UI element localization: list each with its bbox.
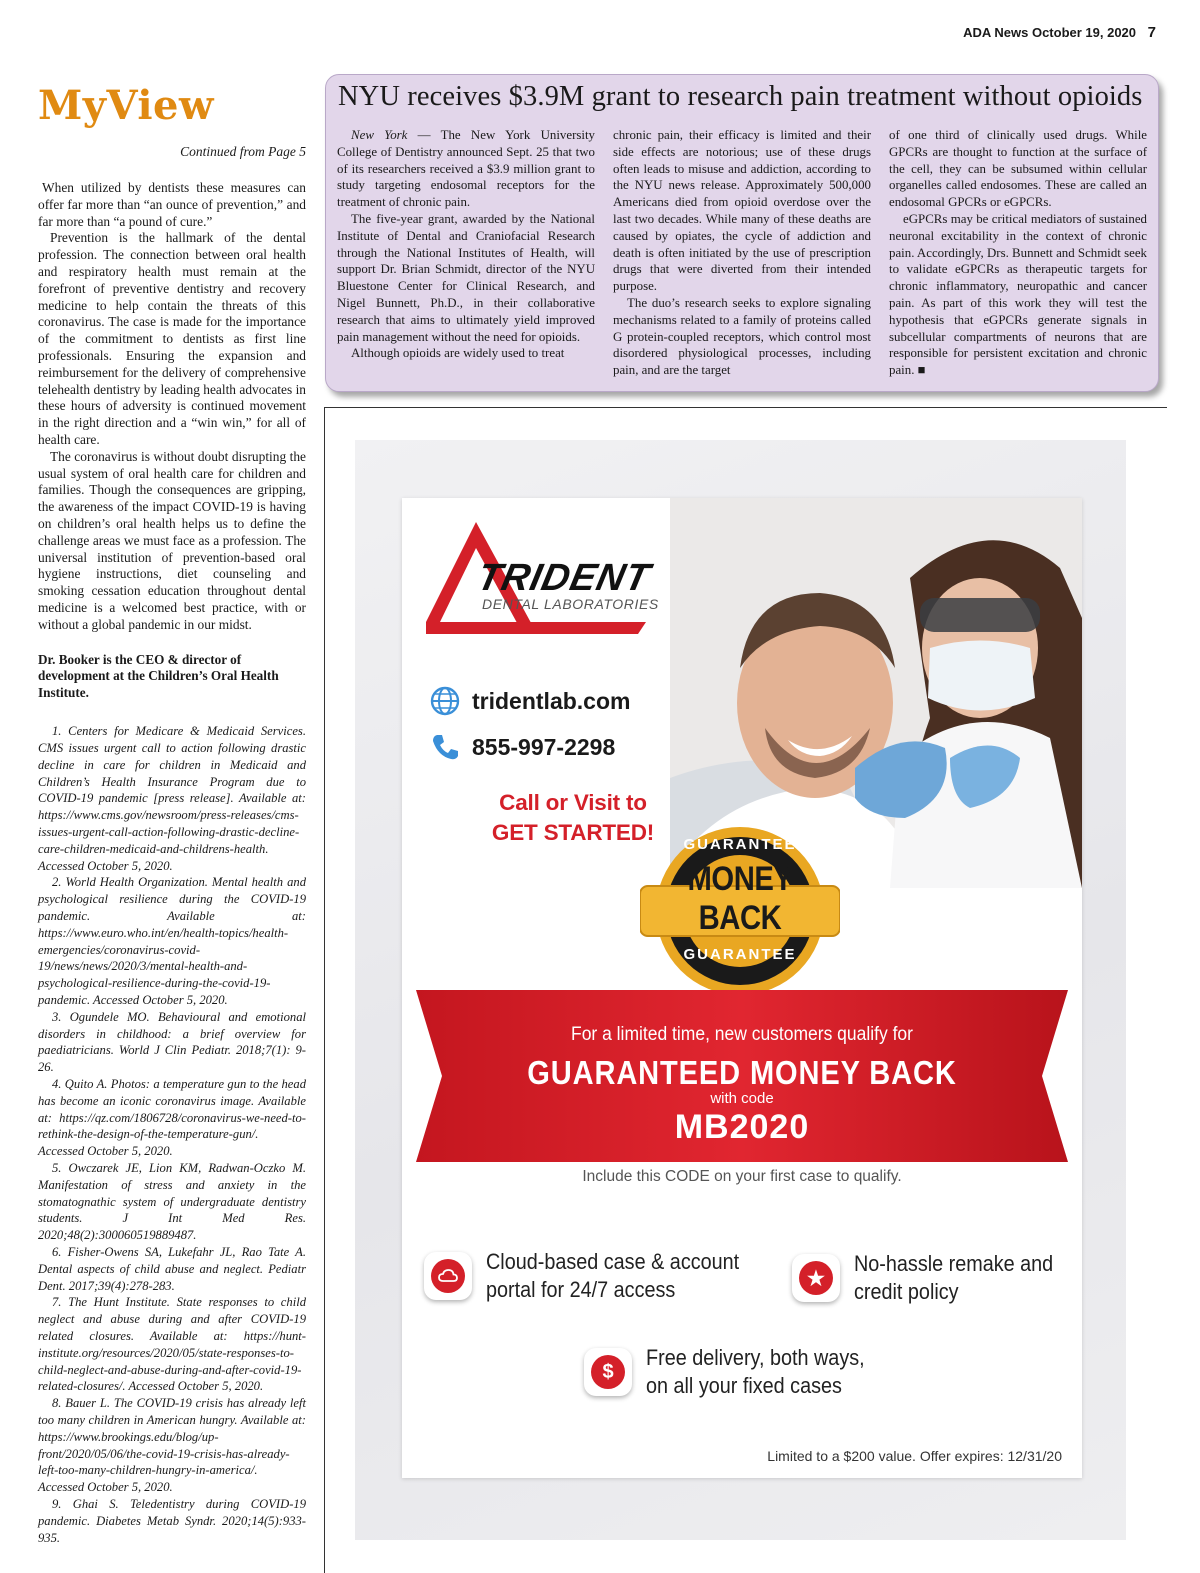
feature-line: portal for 24/7 access [486, 1277, 676, 1302]
qualify-note: Include this CODE on your first case to qualify. [582, 1168, 902, 1185]
phone-icon [430, 732, 460, 762]
reference-item: 8. Bauer L. The COVID-19 crisis has already left too many children in American hungry. Available at: https://www.brookings.edu/blog/up-front/2020/05/06/the-covid-19-crisis-has-already-left-too-many-children-hungry-in-america/. Accessed October 5, 2020. [38, 1396, 306, 1495]
section-title: MyView [38, 82, 214, 129]
nyu-article-box [325, 74, 1159, 392]
cloud-icon [431, 1259, 465, 1293]
article-columns [337, 127, 1149, 379]
feature-line: credit policy [854, 1279, 959, 1304]
feature-line: No-hassle remake and [854, 1251, 1054, 1276]
references-list [38, 723, 306, 1546]
feature-free-delivery [584, 1344, 889, 1400]
reference-item: 7. The Hunt Institute. State responses to child neglect and abuse during and after COVID-19 related closures. Available at: https://hunt-institute.org/resources/2020/05/state-responses-to-child-neglect-and-abuse-during-and-after-covid-19-related-closures/. Accessed October 5, 2020. [38, 1295, 306, 1394]
article-paragraph: chronic pain, their efficacy is limited and their side effects are notorious; use of these drugs often leads to misuse and addiction, according to the NYU news release. Approximately 500,000 Americans died from opioid overdose over the last two decades. While many of these deaths are caused by opiates, the cycle of addiction and death is often initiated by the use of prescription drugs that were diverted from their intended purpose. [613, 128, 871, 294]
globe-icon [430, 686, 460, 716]
article-column-1 [337, 127, 595, 379]
feature-text [646, 1344, 865, 1400]
paragraph-text: — The New York University College of Dentistry announced Sept. 25 that two of its researchers received a $3.9 million grant to study targeting endosomal receptors for the treatment of chronic pain. [337, 128, 595, 210]
promo-code: MB2020 [674, 1108, 810, 1146]
article-paragraph: eGPCRs may be critical mediators of sustained neuronal excitability in the context of chronic pain. Accordingly, Drs. Bunnett and Schmidt seek to validate eGPCRs as therapeutic targets for chronic inflammatory, neuropathic and cancer pain. As part of this work they will test the hypothesis that eGPCRs generate signals in subcellular compartments of neurons that are responsible for persistent excitation and chronic pain. ■ [889, 211, 1148, 378]
article-paragraph [337, 127, 595, 211]
brand-name: TRIDENT [473, 557, 655, 599]
reference-item: 6. Fisher-Owens SA, Lukefahr JL, Rao Tate A. Dental aspects of child abuse and neglect. Pediatr Dent. 2017;39(4):278-283. [38, 1245, 306, 1293]
feature-icon [584, 1348, 632, 1396]
star-icon: ★ [799, 1261, 833, 1295]
dateline: New York [351, 128, 408, 142]
badge-bottom-text: GUARANTEE [683, 946, 797, 963]
trident-logo [426, 522, 666, 652]
myview-column [38, 82, 306, 1546]
feature-remake-policy [792, 1250, 1075, 1306]
feature-line: on all your fixed cases [646, 1373, 842, 1398]
reference-item: 2. World Health Organization. Mental health and psychological resilience during the COVID-19 pandemic. Available at: https://www.euro.who.int/en/health-topics/health-emergencies/coronavirus-covid-19/news/news/2020/3/mental-health-and-psychological-resilience-during-the-covid-19-pandemic. Accessed October 5, 2020. [38, 875, 306, 1008]
trident-ad [402, 498, 1082, 1478]
article-paragraph: The duo’s research seeks to explore signaling mechanisms related to a family of proteins called G protein-coupled receptors, which control most disordered physiological processes, including pain, and are the target [613, 295, 871, 378]
cta-line-1: Call or Visit to [499, 790, 647, 815]
paragraph: Prevention is the hallmark of the dental profession. The connection between oral health and respiratory health must remain at the forefront of preventive dentistry and recovery medicine to help contain the threats of this coronavirus. The case is made for the importance of the commitment to dentists as first line professionals. Ensuring the expansion and reimbursement for the delivery of comprehensive telehealth dentistry by leading health advocates in these hours of adversity is continued movement in the right direction and a “win win,” for all of health care. [38, 230, 306, 447]
article-paragraph: of one third of clinically used drugs. While GPCRs are thought to function at the surface of the cell, they can be subsumed within cellular organelles called endosomes. These are called an endosomal GPCRs or eGPCRs. [889, 128, 1147, 210]
feature-line: Free delivery, both ways, [646, 1345, 865, 1370]
cta-line-2: GET STARTED! [491, 820, 655, 845]
banner-code-label: with code [710, 1090, 774, 1107]
reference-item: 9. Ghai S. Teledentistry during COVID-19 pandemic. Diabetes Metab Syndr. 2020;14(5):933-935. [38, 1496, 306, 1545]
continued-note: Continued from Page 5 [180, 144, 306, 159]
article-column-2 [613, 127, 871, 379]
badge-main-text: MONEY BACK [687, 860, 793, 937]
article-column-3 [889, 127, 1147, 379]
website-link[interactable]: tridentlab.com [472, 687, 631, 714]
feature-cloud-portal [424, 1248, 767, 1304]
feature-icon [792, 1254, 840, 1302]
myview-body [38, 180, 306, 634]
feature-text [854, 1250, 1053, 1306]
article-paragraph: Although opioids are widely used to treat [351, 346, 565, 361]
fine-print: Limited to a $200 value. Offer expires: 12/31/20 [767, 1448, 1062, 1464]
page-number: 7 [1147, 24, 1156, 41]
article-paragraph: The five-year grant, awarded by the National Institute of Dental and Craniofacial Research through the National Institutes of Health, will support Dr. Brian Schmidt, director of the NYU Bluestone Center for Clinical Research, and Nigel Bunnett, Ph.D., in their collaborative research that aims to ultimately yield improved pain management without the need for opioids. [337, 211, 595, 344]
banner-intro: For a limited time, new customers qualify for [571, 1024, 913, 1045]
paragraph: The coronavirus is without doubt disrupting the usual system of oral health care for children and families. Though the consequences are gripping, the awareness of the impact COVID-19 is having on children’s oral health helps us to define the challenge areas we must face as a profession. The universal institution of prevention-based oral hygiene instructions, diet counseling and smoking cessation education throughout dental medicine is a welcomed best practice, with or without a global pandemic in our midst. [38, 448, 306, 632]
feature-line: Cloud-based case & account [486, 1249, 740, 1274]
brand-subtitle: DENTAL LABORATORIES [482, 596, 659, 612]
reference-item: 4. Quito A. Photos: a temperature gun to the head has become an iconic coronavirus image. Available at: https://qz.com/1806728/coronavirus-we-need-to-rethink-the-design-of-the-temperature-gun/. Accessed October 5, 2020. [38, 1077, 306, 1159]
feature-text [486, 1248, 739, 1304]
badge-top-text: GUARANTEE [683, 836, 797, 853]
publication-date: ADA News October 19, 2020 [963, 25, 1137, 40]
paragraph: When utilized by dentists these measures can offer far more than “an ounce of prevention,” and far more than “a pound of cure.” [38, 180, 306, 229]
author-bio: Dr. Booker is the CEO & director of development at the Children’s Oral Health Institute. [38, 651, 279, 700]
reference-item: 5. Owczarek JE, Lion KM, Radwan-Oczko M. Manifestation of stress and anxiety in the stomatognathic system of undergraduate dentistry students. J Int Med Res. 2020;48(2):300060519889487. [38, 1161, 306, 1243]
website-row[interactable] [430, 686, 630, 716]
article-headline: NYU receives $3.9M grant to research pain treatment without opioids [338, 81, 1143, 112]
banner-headline: GUARANTEED MONEY BACK [527, 1054, 957, 1091]
dollar-icon: $ [591, 1355, 625, 1389]
phone-row[interactable] [430, 732, 615, 762]
phone-number[interactable]: 855-997-2298 [472, 733, 616, 760]
feature-icon [424, 1252, 472, 1300]
page-header [963, 24, 1156, 41]
reference-item: 3. Ogundele MO. Behavioural and emotional disorders in childhood: a brief overview for paediatricians. World J Clin Pediatr. 2018;7(1): 9-26. [38, 1009, 306, 1075]
reference-item: 1. Centers for Medicare & Medicaid Services. CMS issues urgent call to action following drastic decline in care for children in Medicaid and Children’s Health Insurance Program due to COVID-19 pandemic [press release]. Available at: https://www.cms.gov/newsroom/press-releases/cms-issues-urgent-call-action-following-drastic-decline-care-children-medicaid-and-childrens-health. Accessed October 5, 2020. [38, 724, 306, 873]
